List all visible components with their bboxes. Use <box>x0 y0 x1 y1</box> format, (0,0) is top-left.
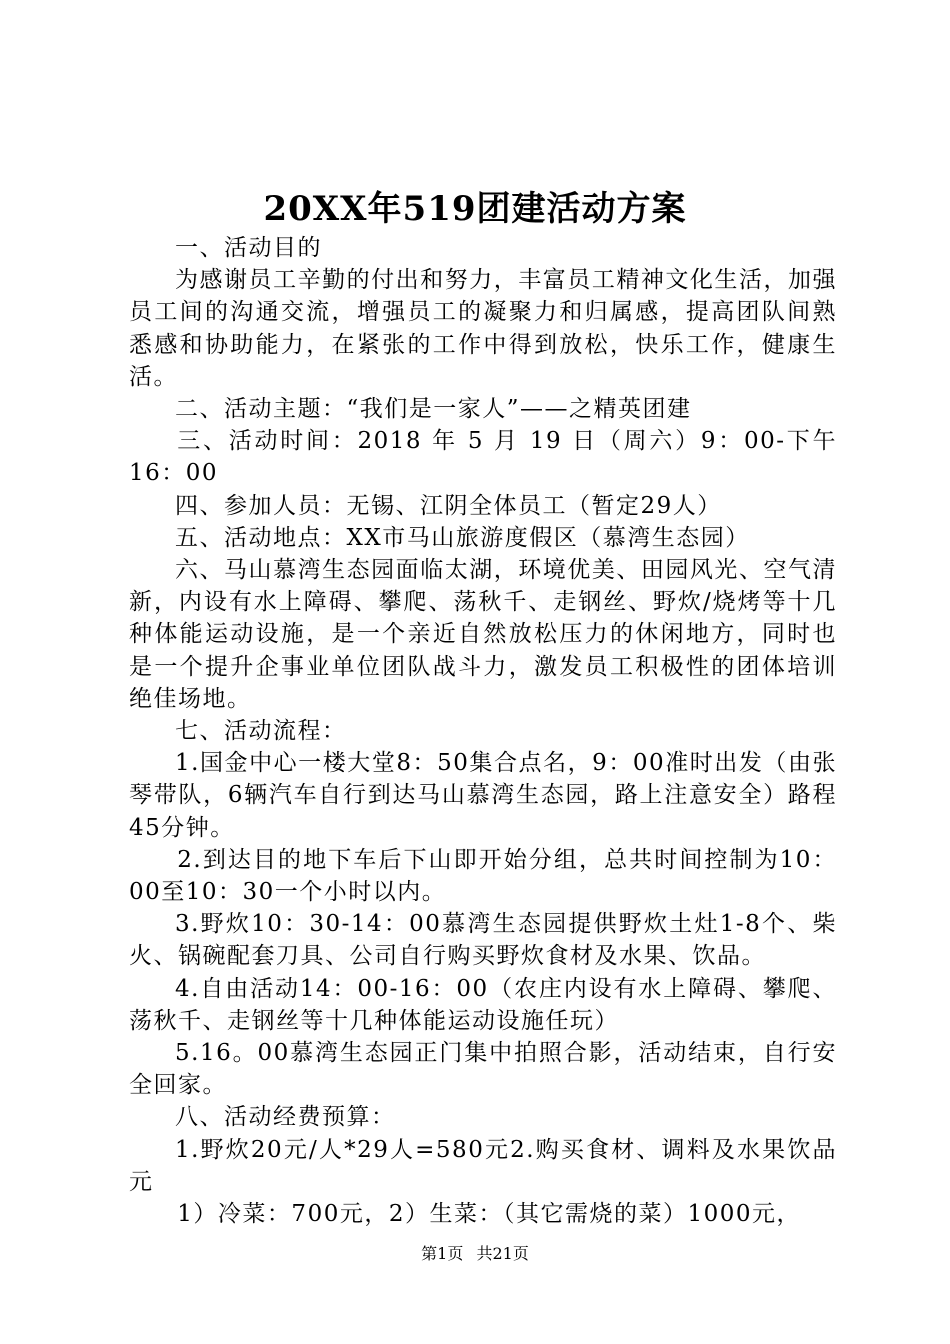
document-title: 20XX年519团建活动方案 <box>263 189 687 229</box>
paragraph-venue: 六、马山慕湾生态园面临太湖，环境优美、田园风光、空气清新，内设有水上障碍、攀爬、荡秋千、走钢丝、野炊/烧烤等十几种体能运动设施，是一个亲近自然放松压力的休闲地方，同时也是一个提升企事业单位团队战斗力，激发员工积极性的团体培训绝佳场地。 <box>129 557 837 712</box>
process-step-4: 4.自由活动14：00-16：00（农庄内设有水上障碍、攀爬、荡秋千、走钢丝等十几种体能运动设施任玩） <box>129 975 837 1034</box>
paragraph-purpose: 为感谢员工辛勤的付出和努力，丰富员工精神文化生活，加强员工间的沟通交流，增强员工的凝聚力和归属感，提高团队间熟悉感和协助能力，在紧张的工作中得到放松，快乐工作，健康生活。 <box>129 267 837 390</box>
section-heading-budget: 八、活动经费预算： <box>175 1104 396 1131</box>
budget-item-1: 1.野炊20元/人*29人=580元2.购买食材、调料及水果饮品元 <box>129 1136 837 1195</box>
page-total: 共21页 <box>476 1244 529 1263</box>
section-heading-purpose: 一、活动目的 <box>175 235 322 261</box>
process-step-3: 3.野炊10：30-14：00慕湾生态园提供野炊土灶1-8个、柴火、锅碗配套刀具、公司自行购买野炊食材及水果、饮品。 <box>129 911 837 970</box>
document-body <box>129 232 837 1230</box>
page-number: 第1页 <box>421 1244 464 1263</box>
process-step-2: 2.到达目的地下车后下山即开始分组，总共时间控制为10：00至10：30一个小时以内。 <box>129 846 837 906</box>
page-footer <box>0 1242 950 1266</box>
section-heading-time: 三、活动时间：2018 年 5 月 19 日（周六）9：00-下午 16：00 <box>129 428 837 487</box>
section-heading-participants: 四、参加人员：无锡、江阴全体员工（暂定29人） <box>175 492 722 519</box>
section-heading-location: 五、活动地点：XX市马山旅游度假区（慕湾生态园） <box>175 524 750 551</box>
process-step-5: 5.16。00慕湾生态园正门集中拍照合影，活动结束，自行安全回家。 <box>129 1040 837 1099</box>
process-step-1: 1.国金中心一楼大堂8：50集合点名，9：00准时出发（由张琴带队，6辆汽车自行到达马山慕湾生态园，路上注意安全）路程45分钟。 <box>129 750 837 841</box>
section-heading-theme: 二、活动主题：“我们是一家人”——之精英团建 <box>175 396 692 423</box>
section-heading-process: 七、活动流程： <box>175 718 347 745</box>
budget-item-2: 1）冷菜：700元，2）生菜：（其它需烧的菜）1000元， <box>177 1201 801 1228</box>
